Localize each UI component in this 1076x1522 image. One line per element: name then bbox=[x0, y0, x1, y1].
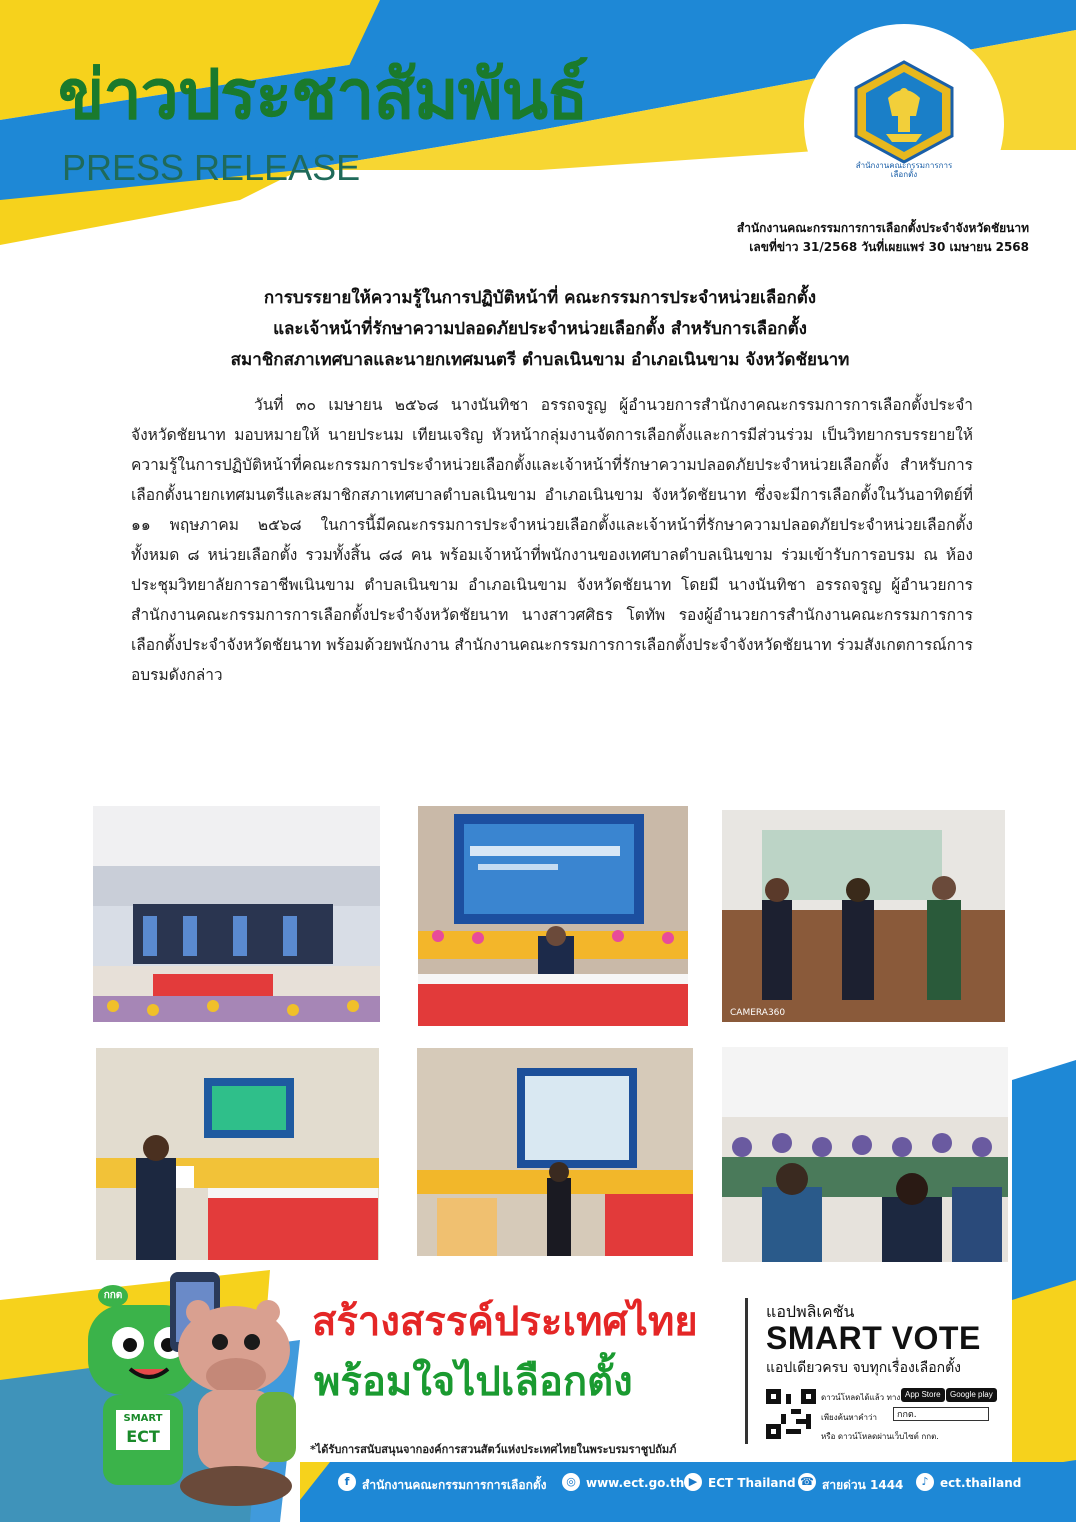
photo-presenter-hall bbox=[96, 1048, 379, 1260]
search-label: เพียงค้นหาคำว่า bbox=[821, 1413, 878, 1422]
globe-icon: ◎ bbox=[562, 1473, 580, 1491]
release-number: เลขที่ข่าว 31/2568 วันที่เผยแพร่ 30 เมษายน 2568 bbox=[749, 240, 1029, 255]
article-body bbox=[131, 390, 973, 690]
article-paragraph: วันที่ ๓๐ เมษายน ๒๕๖๘ นางนันทิชา อรรถจรูญ ผู้อำนวยการสำนักงาคณะกรรมการการเลือกตั้งประจำจังหวัดชัยนาท มอบหมายให้ นายประนม เทียนเจริญ หัวหน้ากลุ่มงานจัดการเลือกตั้งและการมีส่วนร่วม เป็นวิทยากรบรรยายให้ความรู้ในการปฏิบัติหน้าที่คณะกรรมการประจำหน่วยเลือกตั้งและเจ้าหน้าที่รักษาความปลอดภัยประจำหน่วยเลือกตั้ง สำหรับการเลือกตั้งนายกเทศมนตรีและสมาชิกสภาเทศบาลตำบลเนินขาม อำเภอเนินขาม จังหวัดชัยนาท ซึ่งจะมีการเลือกตั้งในวันอาทิตย์ที่ ๑๑ พฤษภาคม ๒๕๖๘ ในการนี้มีคณะกรรมการประจำหน่วยเลือกตั้งและเจ้าหน้าที่รักษาความปลอดภัยประจำหน่วยเลือกตั้งทั้งหมด ๘ หน่วยเลือกตั้ง รวมทั้งสิ้น ๘๘ คน พร้อมเจ้าหน้าที่พนักงานของเทศบาลตำบลเนินขาม ร่วมเข้ารับการอบรม ณ ห้องประชุมวิทยาลัยการอาชีพเนินขาม ตำบลเนินขาม อำเภอเนินขาม จังหวัดชัยนาท โดยมี นางนันทิชา อรรถจรูญ ผู้อำนวยการสำนักงานคณะกรรมการการเลือกตั้งประจำจังหวัดชัยนาท นางสาวศศิธร โตทัพ รองผู้อำนวยการสำนักงานคณะกรรมการการเลือกตั้งประจำจังหวัดชัยนาท พร้อมด้วยพนักงาน สำนักงานคณะกรรมการการเลือกตั้งประจำจังหวัดชัยนาท ร่วมสังเกตการณ์การอบรมดังกล่าว bbox=[131, 396, 973, 684]
search-box: กกต. bbox=[893, 1407, 989, 1421]
org-name: สำนักงานคณะกรรมการการเลือกตั้งประจำจังหวัดชัยนาท bbox=[736, 221, 1029, 235]
footer-facebook[interactable]: สำนักงานคณะกรรมการการเลือกตั้ง bbox=[362, 1478, 547, 1492]
phone-icon: ☎ bbox=[798, 1473, 816, 1491]
facebook-icon: f bbox=[338, 1473, 356, 1491]
footer-tiktok[interactable]: ect.thailand bbox=[940, 1476, 1022, 1490]
release-meta bbox=[737, 219, 1029, 257]
headline bbox=[80, 283, 1000, 376]
photo-presenter-woman bbox=[417, 1048, 693, 1256]
mascot-label-ect: ECT bbox=[126, 1427, 160, 1446]
logo-text: สำนักงานคณะกรรมการการเลือกตั้ง bbox=[855, 161, 953, 179]
youtube-icon: ▶ bbox=[684, 1473, 702, 1491]
title-english: PRESS RELEASE bbox=[62, 147, 361, 188]
mascot-label-smart: SMART bbox=[123, 1413, 163, 1424]
headline-line-2: และเจ้าหน้าที่รักษาความปลอดภัยประจำหน่วยเลือกตั้ง สำหรับการเลือกตั้ง bbox=[273, 319, 807, 339]
download-label: ดาวน์โหลดได้แล้ว ทาง bbox=[821, 1393, 901, 1402]
slogan-line-2: พร้อมใจไปเลือกตั้ง bbox=[314, 1359, 633, 1405]
app-label: แอปพลิเคชัน bbox=[766, 1302, 855, 1321]
mascot-badge: กกต bbox=[98, 1285, 128, 1307]
footer-youtube[interactable]: ECT Thailand bbox=[708, 1476, 796, 1490]
banner-divider bbox=[745, 1298, 748, 1444]
web-download-label: หรือ ดาวน์โหลดผ่านเว็บไซต์ กกต. bbox=[821, 1432, 939, 1441]
app-store-badge[interactable]: App Store bbox=[901, 1388, 945, 1402]
mascot-hippo bbox=[160, 1272, 310, 1512]
slogan-line-1: สร้างสรรค์ประเทศไทย bbox=[312, 1299, 698, 1345]
title-thai: ข่าวประชาสัมพันธ์ bbox=[58, 56, 588, 135]
photo-audience bbox=[722, 1047, 1008, 1262]
app-tagline: แอปเดียวครบ จบทุกเรื่องเลือกตั้ง bbox=[766, 1360, 962, 1376]
footer-hotline: สายด่วน 1444 bbox=[822, 1478, 904, 1492]
tiktok-icon: ♪ bbox=[916, 1473, 934, 1491]
headline-line-3: สมาชิกสภาเทศบาลและนายกเทศมนตรี ตำบลเนินขาม อำเภอเนินขาม จังหวัดชัยนาท bbox=[230, 350, 850, 370]
photo-speaker-screen bbox=[418, 806, 688, 1026]
google-play-badge[interactable]: Google play bbox=[946, 1388, 997, 1402]
headline-line-1: การบรรยายให้ความรู้ในการปฏิบัติหน้าที่ คณะกรรมการประจำหน่วยเลือกตั้ง bbox=[263, 288, 817, 308]
sponsor-note: *ได้รับการสนับสนุนจากองค์การสวนสัตว์แห่งประเทศไทยในพระบรมราชูปถัมภ์ bbox=[310, 1443, 677, 1456]
watermark: CAMERA360 bbox=[730, 1008, 786, 1018]
photo-group-hall bbox=[93, 806, 380, 1022]
app-name: SMART VOTE bbox=[766, 1320, 981, 1356]
qr-code[interactable] bbox=[766, 1389, 816, 1439]
photo-three-officials bbox=[722, 810, 1005, 1022]
footer-website[interactable]: www.ect.go.th bbox=[586, 1476, 685, 1490]
ect-logo bbox=[848, 58, 960, 188]
